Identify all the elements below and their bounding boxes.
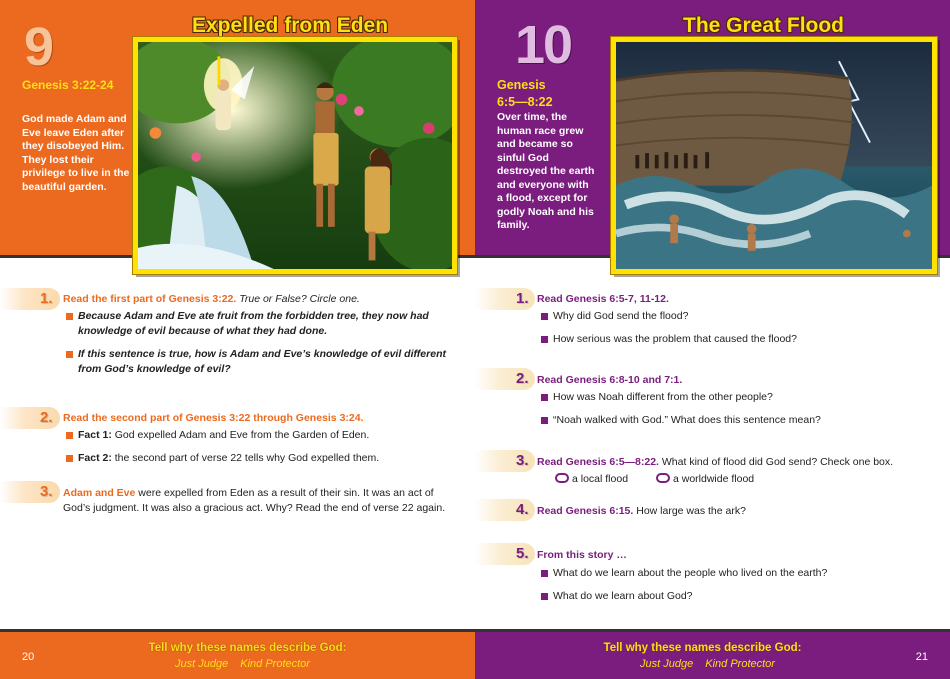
eden-illustration (133, 37, 457, 274)
question-body: were expelled from Eden as a result of their sin. It was an act of God’s judgment. It was also a gracious act. Why? Read the end of verse 22 again. (63, 487, 446, 514)
question-instruction: True or False? Circle one. (236, 293, 360, 305)
question-prompt (537, 504, 937, 519)
question-body: What kind of flood did God send? Check one box. (658, 456, 894, 468)
god-names (0, 658, 475, 670)
question-bullet (541, 332, 931, 347)
page-footer (475, 632, 950, 679)
checkbox-local-flood[interactable] (555, 473, 569, 483)
god-name: Kind Protector (240, 658, 310, 670)
bullet-text: Why did God send the flood? (553, 310, 689, 322)
bullet-text: “Noah walked with God.” What does this sentence mean? (553, 414, 821, 426)
question-number: 3. (40, 483, 53, 500)
question-lead: Read the second part of Genesis 3:22 through Genesis 3:24. (63, 412, 364, 424)
god-names (475, 658, 950, 670)
bullet-marker (66, 351, 73, 358)
fact-label: Fact 2: (78, 452, 112, 464)
page-footer (0, 632, 475, 679)
footer-prompt: Tell why these names describe God: (603, 642, 802, 654)
fact-text: God expelled Adam and Eve from the Garden of Eden. (111, 429, 370, 441)
question-prompt (537, 548, 937, 563)
question-lead: Read the first part of Genesis 3:22. (63, 293, 237, 305)
question-bullet (541, 309, 931, 324)
question-number: 1. (40, 290, 53, 307)
bullet-marker (541, 336, 548, 343)
question-bullet (541, 413, 931, 428)
question-number: 2. (40, 409, 53, 426)
ark-shape (616, 70, 854, 185)
question-prompt (537, 455, 942, 470)
bullet-marker (66, 432, 73, 439)
flood-illustration (611, 37, 937, 274)
flood-artwork (616, 42, 932, 269)
scripture-reference: Genesis 3:22-24 (22, 78, 114, 92)
question-prompt (63, 292, 468, 307)
bullet-text: If this sentence is true, how is Adam and Eve’s knowledge of evil different from God’s knowledge of evil? (78, 348, 446, 375)
page-number: 20 (22, 651, 35, 663)
lesson-number: 10 (515, 15, 572, 75)
bullet-marker (541, 394, 548, 401)
fact-label: Fact 1: (78, 429, 112, 441)
question-number: 1. (516, 290, 529, 307)
lesson-summary: Over time, the human race grew and became so sinful God destroyed the earth and everyone with a flood, except for godly Noah and his family. (497, 111, 595, 231)
bullet-text: Because Adam and Eve ate fruit from the forbidden tree, they now had knowledge of evil because of what they had done. (78, 310, 429, 337)
question-bullet (66, 428, 466, 443)
bullet-marker (541, 593, 548, 600)
lesson-title: Expelled from Eden (192, 14, 389, 37)
question-number: 3. (516, 452, 529, 469)
bullet-text: How serious was the problem that caused the flood? (553, 333, 797, 345)
question-number: 4. (516, 501, 529, 518)
question-bullet (66, 309, 466, 339)
question-prompt (63, 486, 455, 516)
bullet-marker (541, 570, 548, 577)
question-bullet (66, 347, 466, 377)
option-label: a local flood (572, 473, 629, 485)
bullet-text: What do we learn about the people who lived on the earth? (553, 567, 828, 579)
bullet-marker (66, 455, 73, 462)
god-name: Kind Protector (705, 658, 775, 670)
god-name: Just Judge (175, 658, 229, 670)
lesson-title: The Great Flood (683, 14, 845, 37)
question-lead: Read Genesis 6:8-10 and 7:1. (537, 374, 683, 386)
fact-text: the second part of verse 22 tells why God expelled them. (111, 452, 380, 464)
checkbox-worldwide-flood[interactable] (656, 473, 670, 483)
bullet-marker (66, 313, 73, 320)
eden-artwork (138, 42, 452, 269)
question-lead: Read Genesis 6:15. (537, 505, 634, 517)
question-prompt (537, 373, 937, 388)
right-page (475, 0, 950, 679)
footer-prompt: Tell why these names describe God: (148, 642, 347, 654)
question-bullet (66, 451, 466, 466)
lesson-summary: God made Adam and Eve leave Eden after they disobeyed Him. They lost their privilege to live in the beautiful garden. (22, 113, 130, 193)
lesson-number: 9 (24, 17, 53, 77)
god-name: Just Judge (640, 658, 694, 670)
question-bullet (541, 390, 931, 405)
question-prompt (537, 292, 937, 307)
question-lead: Read Genesis 6:5—8:22. (537, 456, 659, 468)
option-label: a worldwide flood (673, 473, 755, 485)
scripture-reference: Genesis 6:5—8:22 (497, 78, 553, 109)
page-number: 21 (915, 651, 928, 663)
question-bullet (541, 566, 931, 581)
bullet-marker (541, 417, 548, 424)
bullet-text: What do we learn about God? (553, 590, 693, 602)
bullet-text: How was Noah different from the other people? (553, 391, 773, 403)
question-lead: Read Genesis 6:5-7, 11-12. (537, 293, 669, 305)
question-prompt (63, 411, 468, 426)
option-worldwide-flood[interactable] (656, 472, 806, 487)
question-lead: Adam and Eve (63, 487, 136, 499)
question-lead: From this story … (537, 549, 627, 561)
question-number: 5. (516, 545, 529, 562)
question-body: How large was the ark? (633, 505, 746, 517)
bullet-marker (541, 313, 548, 320)
question-number: 2. (516, 370, 529, 387)
question-bullet (541, 589, 931, 604)
